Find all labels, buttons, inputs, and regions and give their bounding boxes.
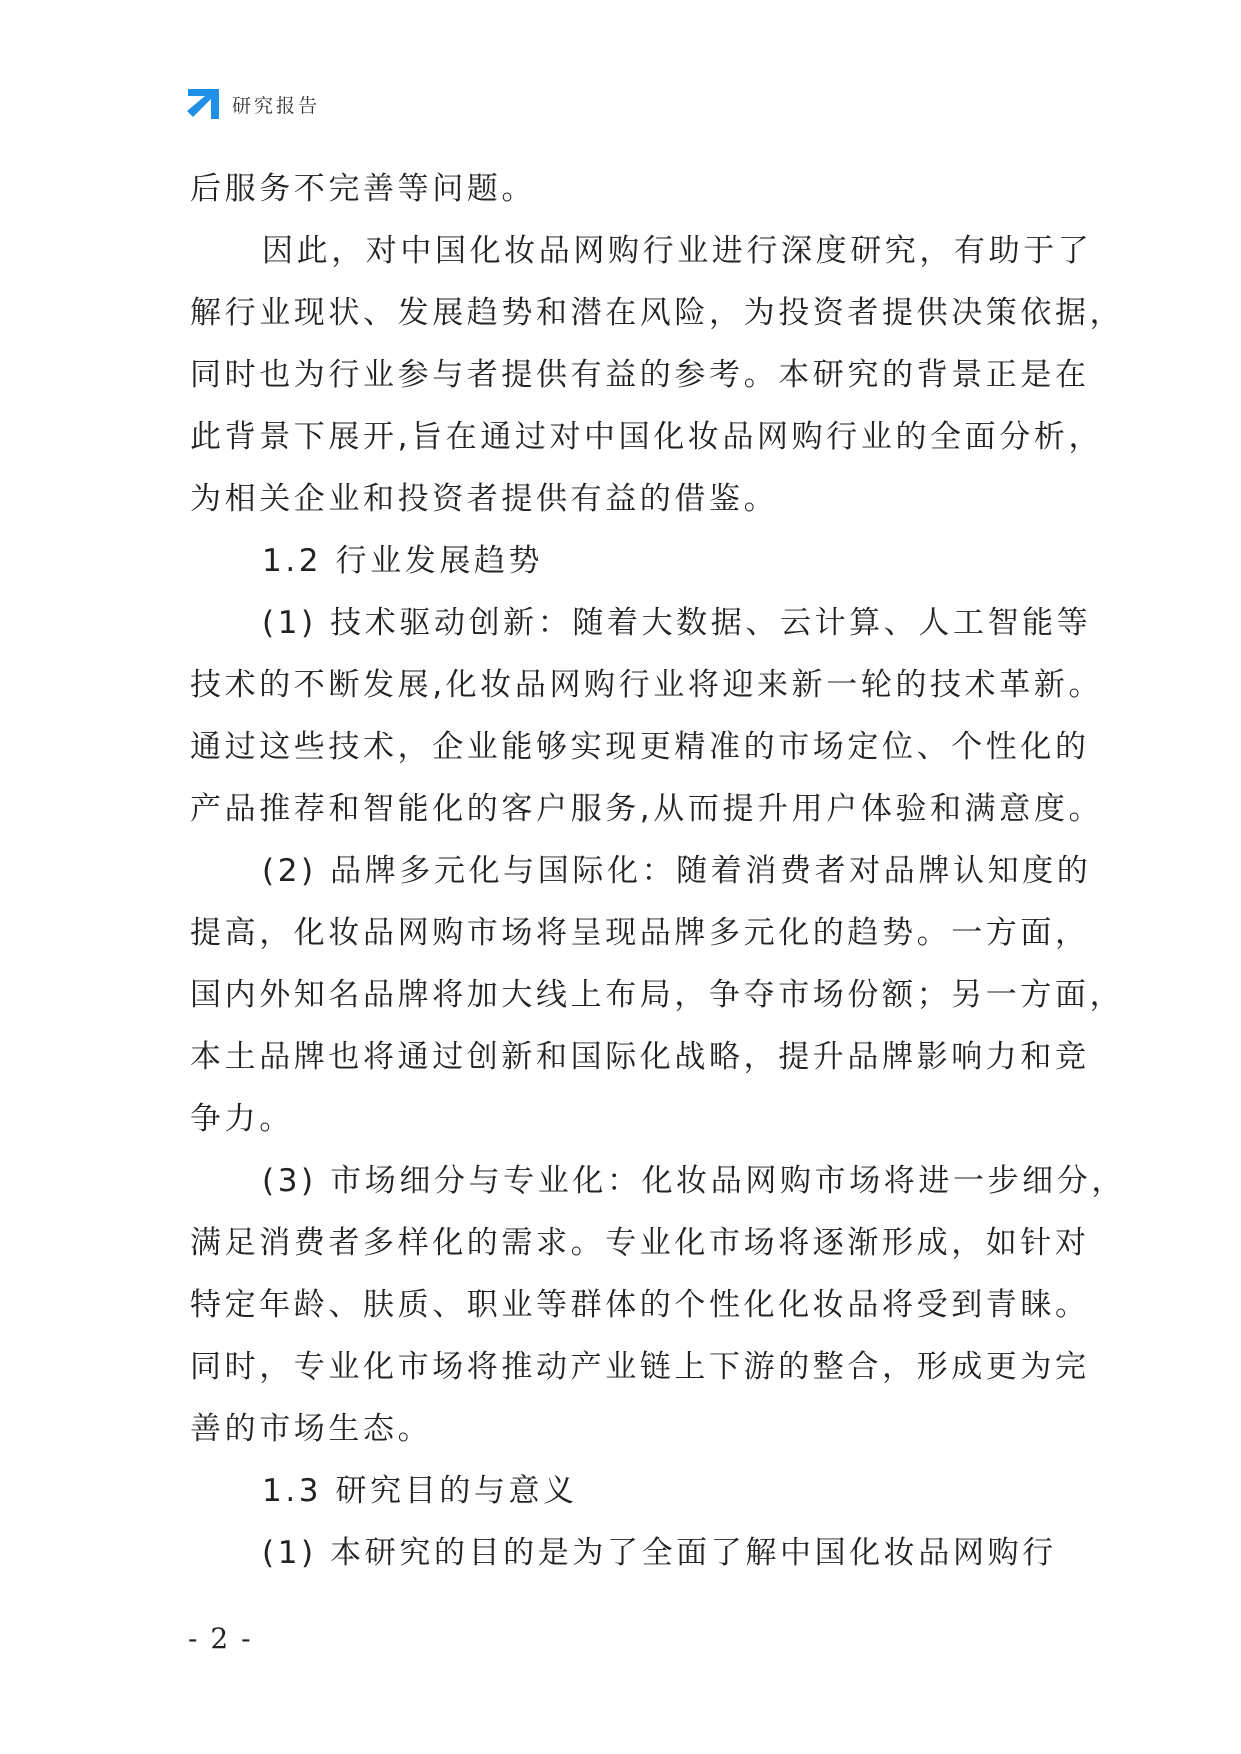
document-body	[190, 158, 1126, 1584]
paragraph-line: 本土品牌也将通过创新和国际化战略，提升品牌影响力和竞	[190, 1039, 1090, 1075]
page-number: - 2 -	[188, 1622, 253, 1655]
header-title: 研究报告	[232, 94, 321, 117]
page-header	[186, 88, 320, 120]
paragraph-line: (1) 本研究的目的是为了全面了解中国化妆品网购行	[262, 1535, 1057, 1571]
paragraph-line: 特定年龄、肤质、职业等群体的个性化化妆品将受到青睐。	[190, 1287, 1090, 1323]
paragraph-line: 满足消费者多样化的需求。专业化市场将逐渐形成，如针对	[190, 1225, 1090, 1261]
arrow-up-right-icon	[186, 88, 220, 120]
paragraph-line: 国内外知名品牌将加大线上布局，争夺市场份额；另一方面，	[190, 977, 1125, 1013]
paragraph-line: 提高，化妆品网购市场将呈现品牌多元化的趋势。一方面，	[190, 915, 1090, 951]
paragraph-line: 同时也为行业参与者提供有益的参考。本研究的背景正是在	[190, 357, 1090, 393]
section-heading: 1.2 行业发展趋势	[262, 543, 544, 579]
paragraph-line: 技术的不断发展,化妆品网购行业将迎来新一轮的技术革新。	[190, 667, 1104, 703]
paragraph-line: 解行业现状、发展趋势和潜在风险，为投资者提供决策依据，	[190, 295, 1125, 331]
section-heading: 1.3 研究目的与意义	[262, 1473, 578, 1509]
paragraph-line: (1) 技术驱动创新：随着大数据、云计算、人工智能等	[262, 605, 1092, 641]
paragraph-line: 同时，专业化市场将推动产业链上下游的整合，形成更为完	[190, 1349, 1090, 1385]
paragraph-line: (3) 市场细分与专业化：化妆品网购市场将进一步细分，	[262, 1163, 1126, 1199]
paragraph-line: 后服务不完善等问题。	[190, 171, 536, 207]
paragraph-line: 产品推荐和智能化的客户服务,从而提升用户体验和满意度。	[190, 791, 1104, 827]
paragraph-line: 通过这些技术，企业能够实现更精准的市场定位、个性化的	[190, 729, 1090, 765]
paragraph-line: 此背景下展开,旨在通过对中国化妆品网购行业的全面分析，	[190, 419, 1104, 455]
paragraph-line: 善的市场生态。	[190, 1411, 433, 1447]
paragraph-line: 因此，对中国化妆品网购行业进行深度研究，有助于了	[262, 233, 1093, 269]
paragraph-line: 为相关企业和投资者提供有益的借鉴。	[190, 481, 779, 517]
paragraph-line: 争力。	[190, 1101, 294, 1137]
paragraph-line: (2) 品牌多元化与国际化：随着消费者对品牌认知度的	[262, 853, 1092, 889]
